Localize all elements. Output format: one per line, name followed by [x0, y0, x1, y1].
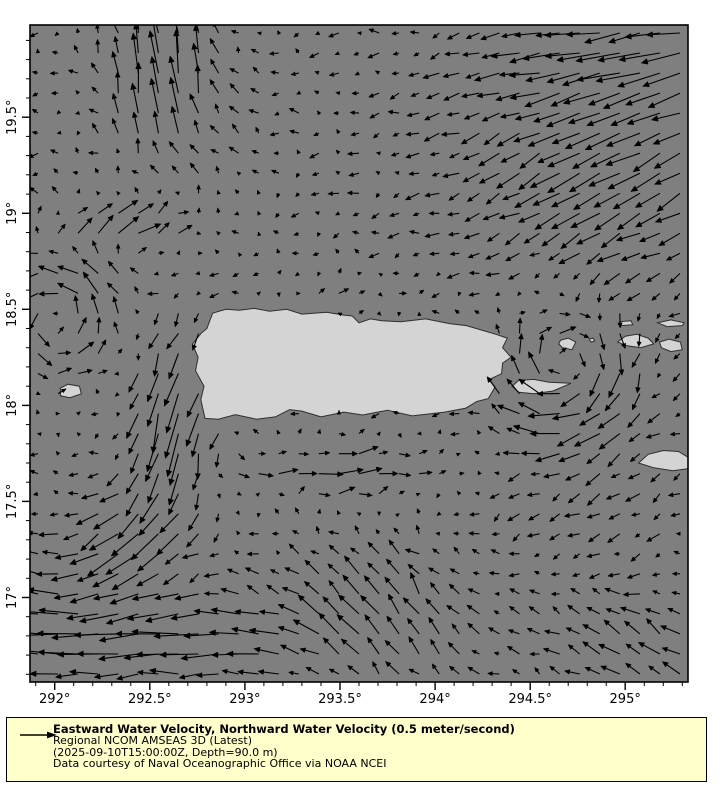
velocity-arrow-head [0, 647, 5, 653]
y-tick-label: 18° [5, 393, 20, 417]
x-tick-label: 293.5° [318, 692, 362, 707]
legend-courtesy-line: Data courtesy of Naval Oceanographic Office via NOAA NCEI [53, 757, 387, 770]
velocity-arrow-head [169, 4, 175, 11]
velocity-arrow-head [20, 648, 27, 654]
velocity-arrow-head [3, 610, 10, 616]
x-tick-label: 292.5° [127, 692, 172, 707]
legend-title: Eastward Water Velocity, Northward Water Velocity (0.5 meter/second) [53, 722, 515, 736]
x-tick-label: 294° [419, 692, 451, 707]
velocity-arrow-head [16, 672, 22, 677]
velocity-arrow-head [135, 4, 141, 10]
velocity-arrow-head [17, 278, 23, 283]
velocity-arrow-head [191, 5, 196, 12]
velocity-arrow-head [173, 14, 179, 21]
x-tick-label: 292° [39, 692, 71, 707]
x-tick-label: 295° [609, 692, 641, 707]
legend-text-block [53, 723, 702, 770]
velocity-arrow-head [15, 633, 21, 639]
y-tick-label: 18.5° [5, 291, 20, 328]
velocity-arrow-head [18, 567, 24, 572]
x-tick-label: 293° [229, 692, 261, 707]
velocity-arrow-head [109, 15, 114, 21]
x-tick-label: 294.5° [508, 692, 553, 707]
legend-box [6, 717, 707, 782]
velocity-arrow [118, 75, 119, 93]
velocity-arrow-head [24, 549, 29, 553]
velocity-arrow-head [149, 8, 155, 15]
y-tick-label: 17° [5, 585, 20, 610]
legend-model-line: Regional NCOM AMSEAS 3D (Latest) [53, 734, 252, 747]
y-tick-label: 19.5° [5, 99, 20, 135]
y-tick-label: 19° [5, 201, 20, 225]
velocity-arrow [40, 633, 78, 634]
y-tick-label: 17.5° [5, 483, 20, 520]
legend-time-depth-line: (2025-09-10T15:00:00Z, Depth=90.0 m) [53, 745, 278, 759]
velocity-arrow [319, 474, 340, 475]
island-shape [192, 308, 511, 419]
velocity-arrow [198, 454, 199, 477]
velocity-arrow-head [148, 0, 154, 4]
